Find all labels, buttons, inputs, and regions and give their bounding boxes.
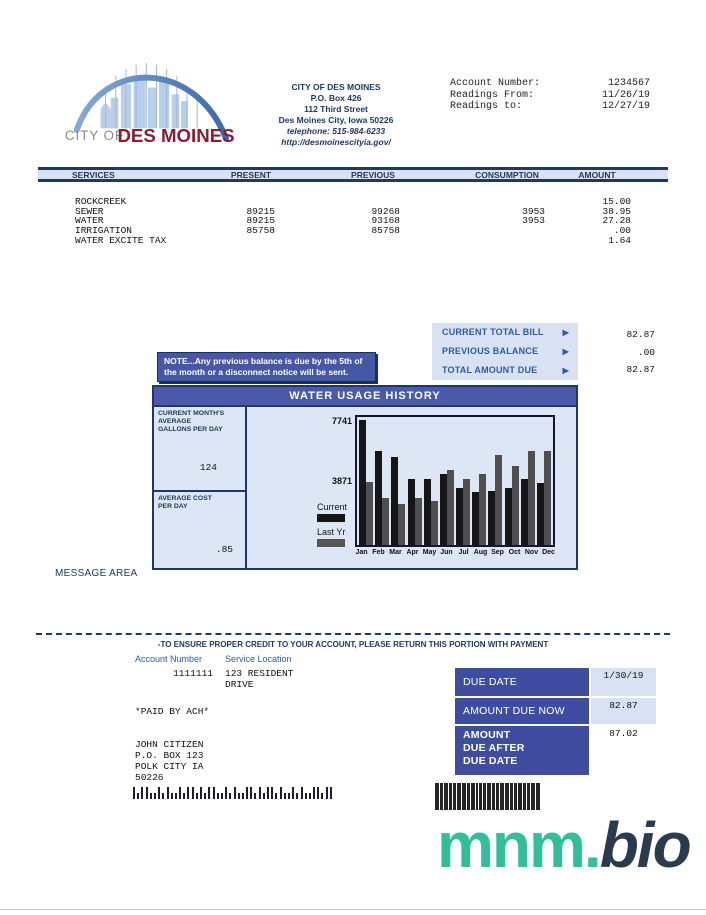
postnet-bar: [242, 793, 244, 799]
postnet-bar: [196, 793, 198, 799]
total-amount-due-row: [432, 361, 578, 380]
cost-label-line2: PER DAY: [158, 503, 188, 511]
stub-service-location-value: [225, 668, 293, 690]
return-instruction: -TO ENSURE PROPER CREDIT TO YOUR ACCOUNT, PLEASE RETURN THIS PORTION WITH PAYMENT: [157, 640, 549, 649]
mnm-wordmark: mnm.: [437, 809, 600, 881]
gallons-per-day-section: [154, 407, 245, 492]
cell-service: SEWER: [75, 205, 104, 217]
totals-box: [432, 323, 578, 380]
logo-city-of: CITY OF: [64, 128, 125, 144]
cell-amount: .00: [613, 225, 631, 237]
legend-lastyr-label: Last Yr: [317, 527, 346, 537]
due-row: [455, 726, 656, 775]
postnet-bar: [146, 787, 148, 799]
barcode-bar: [444, 783, 448, 810]
bar-current-sep: [488, 491, 495, 545]
current-total-bill-row: [432, 323, 578, 342]
bar-group-jun: [440, 417, 454, 545]
barcode-bar: [500, 783, 504, 810]
barcode-bar: [483, 783, 486, 810]
stub-account-number-value: 1111111: [173, 668, 213, 679]
bar-last-yr-jun: [447, 470, 454, 545]
postnet-bar: [137, 793, 139, 799]
month-label-jun: Jun: [440, 549, 453, 556]
cell-service: WATER EXCITE TAX: [75, 234, 167, 246]
postnet-bar: [225, 787, 227, 799]
postnet-bar: [192, 787, 194, 799]
bar-last-yr-apr: [415, 498, 422, 545]
cost-label-line1: AVERAGE COST: [158, 495, 212, 502]
barcode-bar: [479, 783, 482, 810]
plot-area: [355, 415, 555, 547]
postnet-bar: [296, 793, 298, 799]
ytick-lower: 3871: [331, 476, 352, 486]
cell-consumption: 3953: [522, 205, 545, 217]
totals-values: [595, 326, 655, 379]
postnet-bar: [183, 793, 185, 799]
barcode-bar: [492, 783, 495, 810]
bar-current-jul: [456, 488, 463, 545]
postnet-bar: [267, 787, 269, 799]
cell-consumption: [400, 226, 545, 236]
col-consumption: CONSUMPTION: [475, 170, 539, 180]
previous-balance-label: PREVIOUS BALANCE: [442, 346, 539, 356]
legend-current-label: Current: [317, 502, 348, 512]
postnet-bar: [275, 793, 277, 799]
barcode-bar: [531, 783, 535, 810]
month-label-aug: Aug: [473, 549, 488, 556]
postnet-bar: [158, 787, 160, 799]
postnet-bar: [154, 793, 156, 799]
bar-last-yr-aug: [479, 474, 486, 545]
bar-current-mar: [391, 457, 398, 545]
postnet-bar: [284, 793, 286, 799]
arrow-right-icon: ▶: [562, 347, 569, 356]
cell-present: 89215: [246, 215, 275, 227]
block-barcode: [435, 783, 540, 810]
bar-group-jan: [359, 417, 373, 545]
barcode-bar: [453, 783, 456, 810]
postnet-bar: [217, 793, 219, 799]
service-location-line1: 123 RESIDENT: [225, 668, 294, 679]
due-row-value: 87.02: [591, 726, 656, 775]
barcode-bar: [467, 783, 470, 810]
stub-service-location-label: Service Location: [225, 654, 292, 664]
bar-last-yr-nov: [528, 451, 535, 545]
previous-balance-value: .00: [637, 346, 655, 358]
month-label-oct: Oct: [508, 549, 521, 556]
addr-zip: 50226: [135, 772, 164, 783]
total-amount-due-label: TOTAL AMOUNT DUE: [442, 365, 538, 375]
note-text: NOTE...Any previous balance is due by the 5th of the month or a disconnect notice will be sent.: [164, 356, 363, 377]
due-row-value: 82.87: [591, 698, 656, 724]
cell-present: 89215: [246, 205, 275, 217]
city-of-des-moines-logo: [48, 52, 248, 147]
cell-amount: 15.00: [602, 196, 631, 207]
postnet-bar: [133, 787, 135, 799]
current-total-bill-value: 82.87: [626, 329, 655, 340]
postnet-bar: [141, 787, 143, 799]
col-previous: PREVIOUS: [351, 170, 395, 180]
gallons-label-line1: CURRENT MONTH'S: [158, 410, 225, 417]
postnet-bar: [187, 787, 189, 799]
postnet-bar: [229, 793, 231, 799]
barcode-bar: [523, 783, 526, 810]
barcode-bar: [435, 783, 439, 810]
readings-to-label: Readings to:: [450, 101, 523, 112]
table-row: [38, 197, 668, 207]
chart-legend: [317, 502, 359, 552]
col-present: PRESENT: [230, 170, 272, 180]
barcode-bar: [457, 783, 461, 810]
month-label-feb: Feb: [372, 549, 385, 556]
gallons-label-line2: AVERAGE: [158, 418, 192, 426]
bar-group-sep: [488, 417, 502, 545]
barcode-bar: [440, 783, 443, 810]
barcode-bar: [496, 783, 499, 810]
postnet-bar: [213, 787, 215, 799]
postnet-bar: [259, 787, 261, 799]
services-table-body: [38, 197, 668, 246]
table-row: [38, 216, 668, 226]
due-box: [455, 668, 656, 775]
water-usage-chart: [152, 385, 578, 570]
postnet-bar: [204, 793, 206, 799]
due-row: [455, 698, 656, 724]
bar-group-dec: [537, 417, 551, 545]
postnet-bar: [317, 787, 319, 799]
mnm-bio-logo: [437, 808, 690, 882]
barcode-bar: [449, 783, 452, 810]
month-label-apr: Apr: [406, 549, 419, 556]
previous-balance-row: [432, 342, 578, 361]
bar-last-yr-mar: [398, 504, 405, 545]
postnet-bar: [179, 787, 181, 799]
bar-last-yr-dec: [544, 451, 551, 545]
bar-current-apr: [408, 479, 415, 545]
postnet-barcode: [133, 786, 332, 799]
postnet-bar: [263, 793, 265, 799]
addr-line2: POLK CITY IA: [135, 761, 204, 772]
postnet-bar: [250, 787, 252, 799]
barcode-bar: [510, 783, 513, 810]
cell-consumption: 3953: [522, 215, 545, 227]
cell-previous: [275, 236, 400, 246]
cell-present: 85758: [246, 225, 275, 237]
month-label-mar: Mar: [389, 549, 402, 556]
cell-present: [228, 236, 275, 246]
postnet-bar: [200, 787, 202, 799]
gallons-per-day-value: 124: [199, 462, 217, 473]
readings-from-label: Readings From:: [450, 89, 535, 101]
cell-amount: 27.28: [602, 215, 631, 227]
paid-by-ach-note: *PAID BY ACH*: [135, 706, 210, 717]
bar-last-yr-jul: [463, 479, 470, 545]
bar-last-yr-oct: [512, 466, 519, 545]
logo-des-moines: DES MOINES: [117, 124, 235, 146]
arrow-right-icon: ▶: [562, 328, 569, 337]
org-url: http://desmoinescityia.gov/: [281, 137, 391, 147]
cell-previous: 99268: [371, 205, 400, 217]
month-label-dec: Dec: [542, 549, 555, 556]
cell-service: WATER: [75, 215, 104, 227]
postnet-bar: [234, 787, 236, 799]
bar-current-feb: [375, 451, 382, 545]
bar-group-feb: [375, 417, 389, 545]
services-table-header: [38, 167, 668, 182]
postnet-bar: [301, 787, 303, 799]
cell-consumption: [400, 236, 545, 246]
postnet-bar: [271, 787, 273, 799]
bar-group-jul: [456, 417, 470, 545]
postnet-bar: [246, 787, 248, 799]
bar-current-dec: [537, 483, 544, 545]
readings-to-value: 12/27/19: [601, 101, 650, 112]
total-amount-due-value: 82.87: [626, 364, 655, 375]
chart-title: WATER USAGE HISTORY: [154, 387, 576, 407]
due-row: [455, 668, 656, 696]
month-label-may: May: [422, 549, 437, 556]
average-cost-value: .85: [215, 544, 233, 555]
bio-wordmark: bio: [599, 809, 690, 881]
postnet-bar: [167, 787, 169, 799]
current-total-bill-label: CURRENT TOTAL BILL: [442, 327, 544, 337]
arrow-right-icon: ▶: [562, 366, 569, 375]
postnet-bar: [326, 787, 328, 799]
month-label-jul: Jul: [458, 549, 469, 556]
readings-from-value: 11/26/19: [601, 89, 650, 101]
postnet-bar: [150, 793, 152, 799]
bar-group-mar: [391, 417, 405, 545]
legend-lastyr-swatch: [317, 539, 345, 547]
barcode-bar: [476, 783, 478, 810]
account-number-value: 1234567: [607, 78, 650, 89]
chart-left-panel: [154, 407, 247, 569]
page-bottom-rule: [0, 909, 706, 910]
org-street: 112 Third Street: [304, 104, 368, 114]
postnet-bar: [208, 787, 210, 799]
barcode-bar: [462, 783, 466, 810]
barcode-bar: [514, 783, 517, 810]
due-row-label: DUE DATE: [455, 668, 589, 696]
addr-line1: P.O. BOX 123: [135, 750, 204, 761]
bar-last-yr-jan: [366, 482, 373, 545]
due-row-label: AMOUNT DUE AFTER DUE DATE: [455, 726, 589, 775]
cell-amount: 38.95: [602, 205, 631, 217]
postnet-bar: [321, 793, 323, 799]
cell-previous: 93168: [371, 215, 400, 227]
due-row-value: 1/30/19: [591, 668, 656, 696]
gallons-label-line3: GALLONS PER DAY: [158, 426, 223, 434]
barcode-bar: [518, 783, 522, 810]
cell-previous: 85758: [371, 225, 400, 237]
postnet-bar: [238, 793, 240, 799]
bar-group-aug: [472, 417, 486, 545]
org-name: CITY OF DES MOINES: [291, 82, 381, 92]
bar-current-jun: [440, 474, 447, 545]
table-row: [38, 236, 668, 246]
postnet-bar: [305, 793, 307, 799]
postnet-bar: [292, 787, 294, 799]
account-info-block: [450, 78, 650, 113]
postnet-bar: [288, 793, 290, 799]
account-number-label: Account Number:: [450, 78, 541, 89]
barcode-bar: [527, 783, 530, 810]
barcode-bar: [536, 783, 540, 810]
bar-current-nov: [521, 479, 528, 545]
col-services: SERVICES: [72, 170, 115, 180]
cell-amount: 1.64: [608, 234, 631, 246]
average-cost-section: [154, 492, 245, 567]
bar-group-apr: [408, 417, 422, 545]
postnet-bar: [221, 793, 223, 799]
bar-group-may: [424, 417, 438, 545]
cell-service: ROCKCREEK: [75, 196, 127, 207]
org-phone: telephone: 515-984-6233: [286, 126, 386, 136]
org-pobox: P.O. Box 426: [310, 93, 362, 103]
barcode-bar: [505, 783, 509, 810]
postnet-bar: [162, 793, 164, 799]
month-label-jan: Jan: [355, 549, 368, 556]
postnet-bar: [309, 793, 311, 799]
month-label-nov: Nov: [524, 549, 539, 556]
barcode-bar: [471, 783, 475, 810]
bar-current-jan: [359, 420, 366, 545]
postnet-bar: [175, 793, 177, 799]
legend-current-swatch: [317, 514, 345, 522]
note-box: [157, 352, 376, 382]
bar-current-aug: [472, 492, 479, 545]
tear-line: [36, 633, 670, 635]
bar-current-may: [424, 479, 431, 545]
bar-last-yr-sep: [495, 455, 502, 545]
org-address-block: [252, 82, 420, 148]
postnet-bar: [313, 787, 315, 799]
stub-account-number-label: Account Number: [135, 654, 203, 664]
postnet-bar: [330, 787, 332, 799]
ytick-upper: 7741: [331, 416, 352, 426]
postnet-bar: [280, 787, 282, 799]
bar-current-oct: [505, 488, 512, 545]
bar-last-yr-feb: [382, 498, 389, 545]
cell-service: IRRIGATION: [75, 225, 133, 237]
month-axis: [353, 549, 557, 556]
addr-name: JOHN CITIZEN: [135, 739, 204, 750]
month-label-sep: Sep: [491, 549, 504, 556]
bar-group-oct: [505, 417, 519, 545]
chart-body: [154, 407, 576, 556]
postnet-bar: [254, 793, 256, 799]
barcode-bar: [487, 783, 491, 810]
table-row: [38, 207, 668, 217]
postnet-bar: [171, 793, 173, 799]
message-area-label: MESSAGE AREA: [55, 568, 138, 579]
org-city: Des Moines City, Iowa 50226: [278, 115, 394, 125]
col-amount: AMOUNT: [578, 170, 616, 180]
service-location-line2: DRIVE: [225, 679, 254, 690]
bar-group-nov: [521, 417, 535, 545]
mailing-address-block: [135, 739, 203, 783]
bar-last-yr-may: [431, 501, 438, 545]
due-row-label: AMOUNT DUE NOW: [455, 698, 589, 724]
